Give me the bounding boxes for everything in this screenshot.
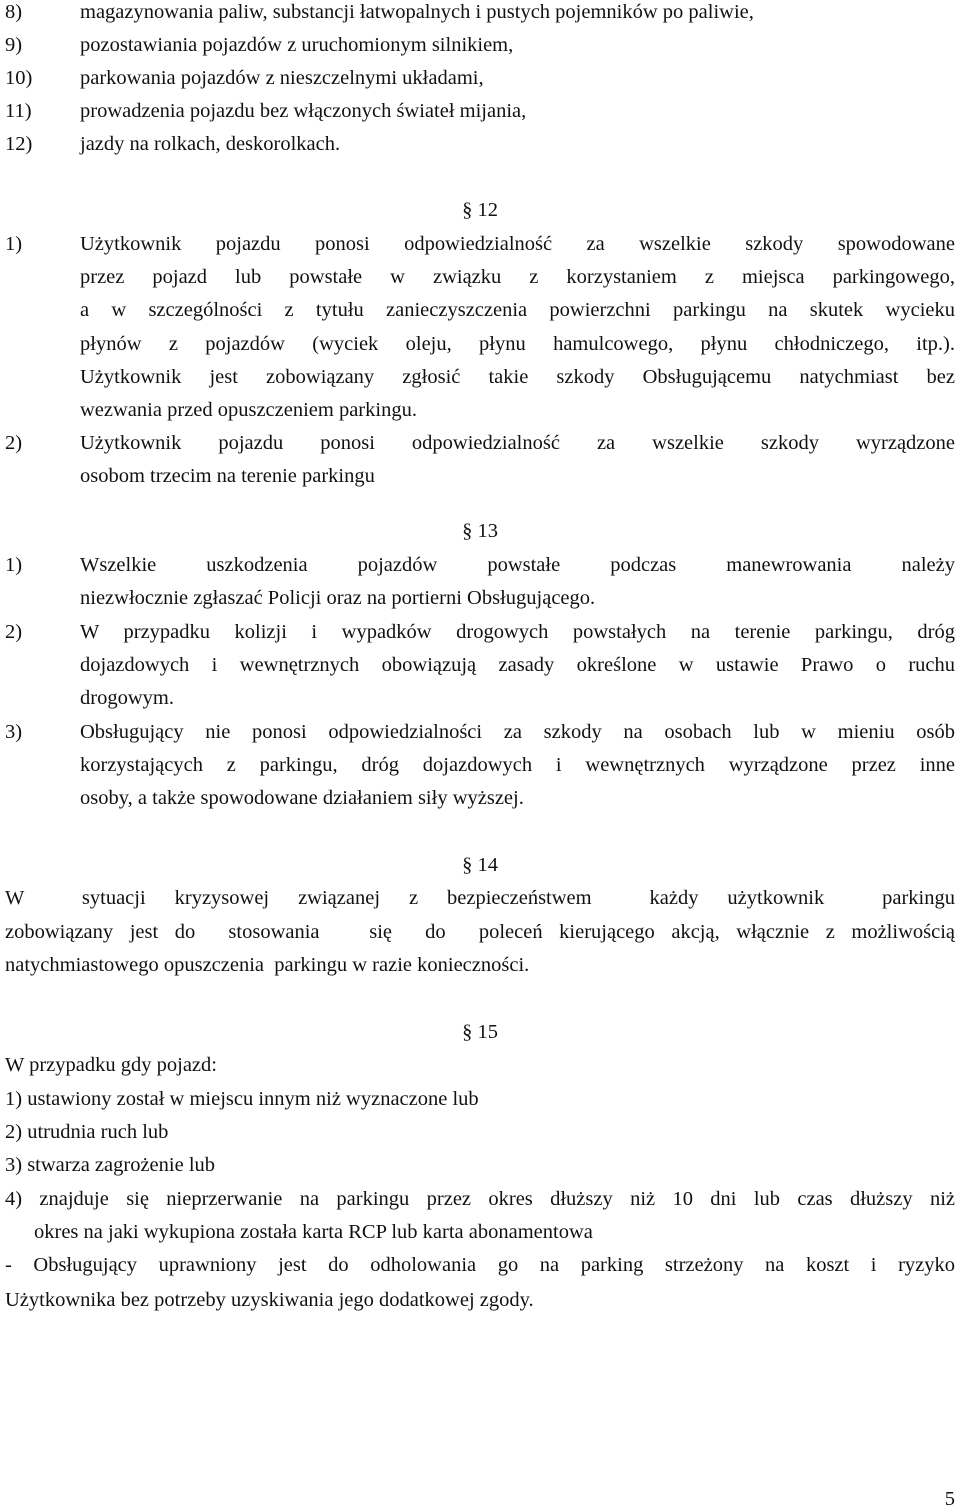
paragraph-line: korzystających z parkingu, dróg dojazdowych i wewnętrznych wyrządzone przez inne	[80, 754, 955, 776]
list-item-text: pozostawiania pojazdów z uruchomionym silnikiem,	[80, 34, 514, 56]
paragraph-number: 1)	[5, 233, 23, 255]
list-item	[5, 132, 340, 156]
paragraph-line: płynów z pojazdów (wyciek oleju, płynu hamulcowego, płynu chłodniczego, itp.).	[80, 333, 955, 355]
list-item: 3) stwarza zagrożenie lub	[5, 1154, 216, 1176]
section-heading-text: § 12	[462, 199, 498, 221]
section-intro: W przypadku gdy pojazd:	[5, 1054, 217, 1076]
paragraph-line: Użytkownika bez potrzeby uzyskiwania jego dodatkowej zgody.	[5, 1289, 534, 1311]
list-item-continuation: okres na jaki wykupiona została karta RCP lub karta abonamentowa	[34, 1221, 593, 1243]
paragraph-line: wezwania przed opuszczeniem parkingu.	[80, 399, 417, 421]
paragraph-line: Użytkownik jest zobowiązany zgłosić takie szkody Obsługującemu natychmiast bez	[80, 366, 955, 388]
paragraph-line: osobom trzecim na terenie parkingu	[80, 465, 375, 487]
list-item-text: prowadzenia pojazdu bez włączonych świateł mijania,	[80, 100, 527, 122]
paragraph-line: Użytkownik pojazdu ponosi odpowiedzialność za wszelkie szkody wyrządzone	[80, 432, 955, 454]
paragraph-line: a w szczególności z tytułu zanieczyszczenia powierzchni parkingu na skutek wycieku	[80, 299, 955, 321]
section-heading-text: § 15	[462, 1021, 498, 1043]
list-item	[5, 66, 484, 90]
page-number: 5	[944, 1488, 955, 1510]
section-heading-14	[0, 853, 960, 877]
section-heading-12	[0, 198, 960, 222]
section-heading-13	[0, 519, 960, 543]
paragraph-line: przez pojazd lub powstałe w związku z korzystaniem z miejsca parkingowego,	[80, 266, 955, 288]
section-heading-text: § 13	[462, 520, 498, 542]
section-heading-15	[0, 1020, 960, 1044]
paragraph-line: natychmiastowego opuszczenia parkingu w razie konieczności.	[5, 954, 530, 976]
list-item: 2) utrudnia ruch lub	[5, 1121, 169, 1143]
paragraph-line: W sytuacji kryzysowej związanej z bezpieczeństwem każdy użytkownik parkingu	[5, 887, 955, 909]
paragraph-line: - Obsługujący uprawniony jest do odholowania go na parking strzeżony na koszt i ryzyko	[5, 1254, 955, 1276]
paragraph-number: 3)	[5, 721, 23, 743]
paragraph-line: niezwłocznie zgłaszać Policji oraz na portierni Obsługującego.	[80, 587, 596, 609]
list-item	[5, 99, 526, 123]
list-item-number: 10)	[5, 67, 33, 89]
paragraph-line: Wszelkie uszkodzenia pojazdów powstałe podczas manewrowania należy	[80, 554, 955, 576]
list-item-number: 8)	[5, 1, 23, 23]
list-item: 1) ustawiony został w miejscu innym niż wyznaczone lub	[5, 1088, 479, 1110]
paragraph-number: 2)	[5, 432, 23, 454]
list-item-text: jazdy na rolkach, deskorolkach.	[80, 133, 341, 155]
list-item-number: 12)	[5, 133, 33, 155]
section-heading-text: § 14	[462, 854, 498, 876]
paragraph-line: W przypadku kolizji i wypadków drogowych powstałych na terenie parkingu, dróg	[80, 621, 955, 643]
paragraph-line: Użytkownik pojazdu ponosi odpowiedzialność za wszelkie szkody spowodowane	[80, 233, 955, 255]
paragraph-line: Obsługujący nie ponosi odpowiedzialności za szkody na osobach lub w mieniu osób	[80, 721, 955, 743]
paragraph-line: zobowiązany jest do stosowania się do poleceń kierującego akcją, włącznie z możliwością	[5, 921, 955, 943]
paragraph-line: osoby, a także spowodowane działaniem siły wyższej.	[80, 787, 524, 809]
paragraph-number: 2)	[5, 621, 23, 643]
paragraph-line: drogowym.	[80, 687, 174, 709]
paragraph-line: dojazdowych i wewnętrznych obowiązują zasady określone w ustawie Prawo o ruchu	[80, 654, 955, 676]
list-item	[5, 0, 754, 24]
list-item-number: 9)	[5, 34, 23, 56]
list-item-number: 11)	[5, 100, 32, 122]
list-item: 4) znajduje się nieprzerwanie na parkingu przez okres dłuższy niż 10 dni lub czas dłuższy niż	[5, 1188, 955, 1210]
list-item-text: parkowania pojazdów z nieszczelnymi układami,	[80, 67, 484, 89]
list-item-text: magazynowania paliw, substancji łatwopalnych i pustych pojemników po paliwie,	[80, 1, 754, 23]
list-item	[5, 33, 513, 57]
paragraph-number: 1)	[5, 554, 23, 576]
